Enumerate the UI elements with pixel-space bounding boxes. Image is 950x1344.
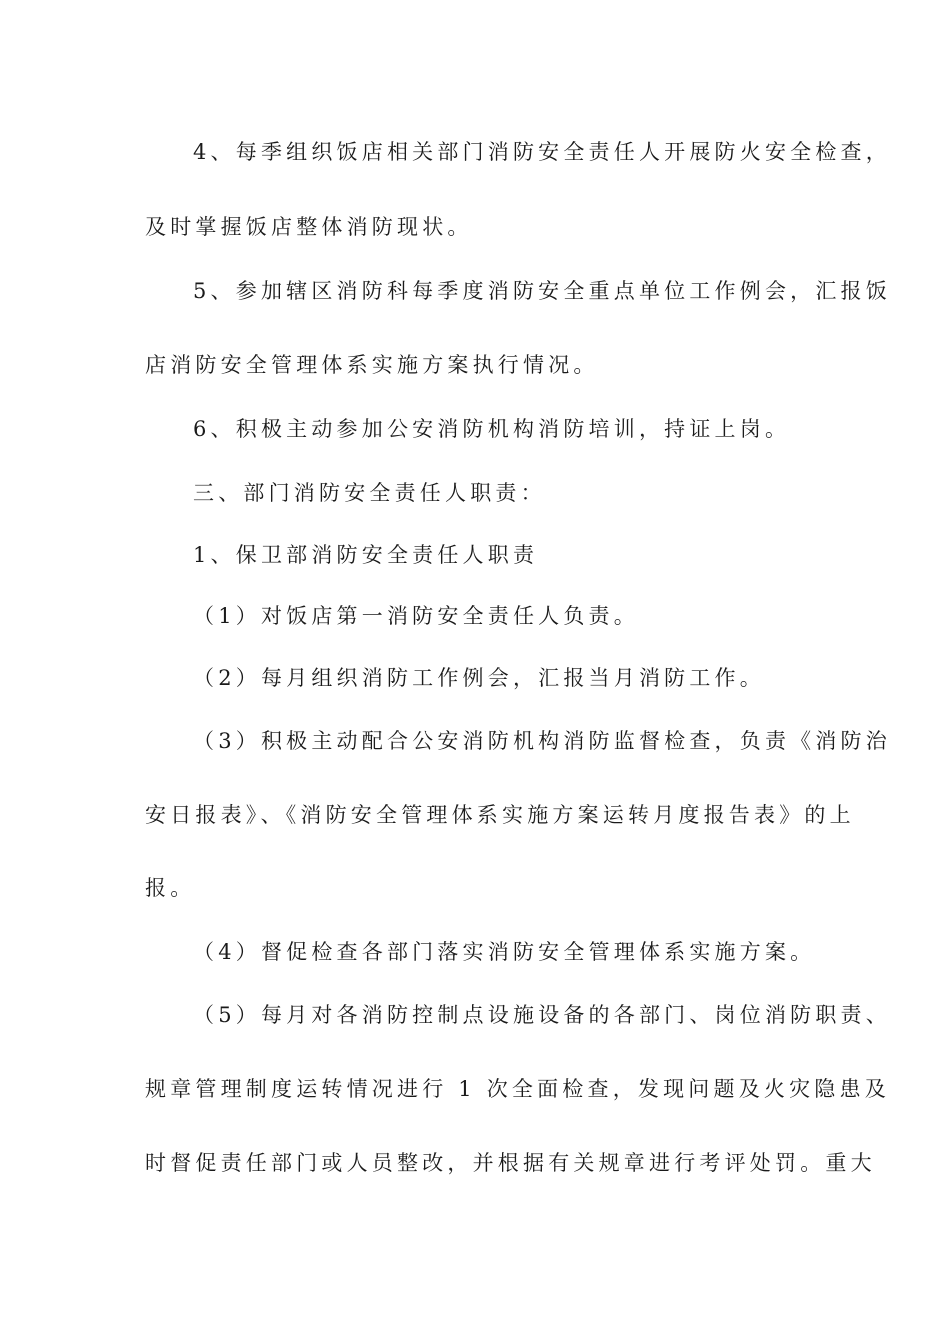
paragraph-line: 时督促责任部门或人员整改，并根据有关规章进行考评处罚。重大 bbox=[145, 1151, 876, 1175]
paragraph-line: 规章管理制度运转情况进行 1 次全面检查，发现问题及火灾隐患及 bbox=[145, 1077, 890, 1101]
paragraph-line: 报。 bbox=[145, 876, 196, 900]
paragraph-line: 安日报表》、《消防安全管理体系实施方案运转月度报告表》的上 bbox=[145, 803, 855, 827]
paragraph-line: 6、积极主动参加公安消防机构消防培训，持证上岗。 bbox=[193, 417, 791, 441]
paragraph-line: 店消防安全管理体系实施方案执行情况。 bbox=[145, 353, 599, 377]
section-heading: 三、部门消防安全责任人职责： bbox=[193, 481, 546, 505]
paragraph-line: 5、参加辖区消防科每季度消防安全重点单位工作例会，汇报饭 bbox=[193, 279, 891, 303]
paragraph-line: 4、每季组织饭店相关部门消防安全责任人开展防火安全检查， bbox=[193, 140, 891, 164]
paragraph-line: 及时掌握饭店整体消防现状。 bbox=[145, 215, 473, 239]
subsection-heading: 1、保卫部消防安全责任人职责 bbox=[193, 543, 539, 567]
list-item: （3）积极主动配合公安消防机构消防监督检查，负责《消防治 bbox=[193, 729, 891, 753]
list-item: （1）对饭店第一消防安全责任人负责。 bbox=[193, 604, 639, 628]
list-item: （2）每月组织消防工作例会，汇报当月消防工作。 bbox=[193, 666, 765, 690]
list-item: （5）每月对各消防控制点设施设备的各部门、岗位消防职责、 bbox=[193, 1003, 891, 1027]
list-item: （4）督促检查各部门落实消防安全管理体系实施方案。 bbox=[193, 940, 816, 964]
